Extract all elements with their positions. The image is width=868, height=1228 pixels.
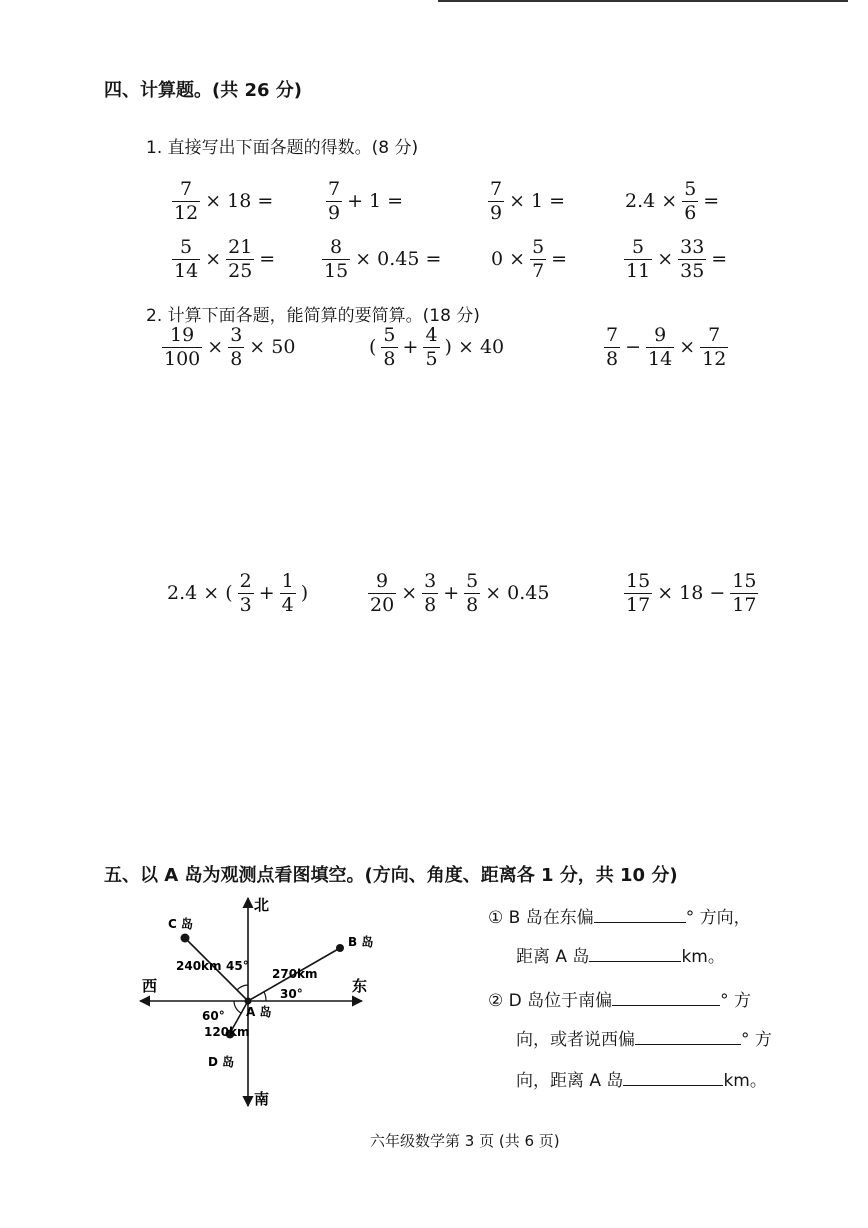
arc-45 xyxy=(237,985,248,990)
label-island-b: B 岛 xyxy=(348,935,374,949)
island-b-dot xyxy=(336,944,344,952)
blank-q1-distance[interactable] xyxy=(589,945,681,962)
calc-1f: $\frac{8}{15}$ × 0.45 = xyxy=(324,236,442,282)
calc-1h: $\frac{5}{11}$ × $\frac{33}{35}$ = xyxy=(626,236,728,282)
label-angle-b: 30° xyxy=(280,987,303,1001)
direction-map xyxy=(130,888,390,1120)
q2-line1: ② D 岛位于南偏 ° 方 xyxy=(488,991,752,1011)
label-island-d: D 岛 xyxy=(208,1055,235,1069)
arc-60 xyxy=(234,1001,241,1013)
part1-title: 1. 直接写出下面各题的得数。(8 分) xyxy=(146,138,419,158)
q1-line1: ① B 岛在东偏 ° 方向， xyxy=(488,908,751,928)
blank-q2-angle-south[interactable] xyxy=(612,989,720,1006)
label-dist-d: 120km xyxy=(204,1025,250,1039)
calc-2d: 2.4 × ( $\frac{2}{3}$ + $\frac{1}{4}$ ) xyxy=(167,570,309,616)
blank-q1-angle[interactable] xyxy=(594,906,686,923)
calc-1b: $\frac{7}{9}$ + 1 = xyxy=(328,178,404,224)
label-south: 南 xyxy=(254,1090,270,1108)
calc-2a: $\frac{19}{100}$ × $\frac{3}{8}$ × 50 xyxy=(164,324,296,370)
label-dist-b: 270km xyxy=(272,967,318,981)
label-north: 北 xyxy=(254,896,270,914)
calc-1g: 0 × $\frac{5}{7}$ = xyxy=(491,236,568,282)
label-dist-c: 240km xyxy=(176,959,222,973)
label-angle-c: 45° xyxy=(226,959,249,973)
island-a-dot xyxy=(245,998,252,1005)
label-angle-d: 60° xyxy=(202,1009,225,1023)
part2-title: 2. 计算下面各题，能简算的要简算。(18 分) xyxy=(146,306,480,326)
q1-line2: 距离 A 岛 km。 xyxy=(516,947,725,967)
section4-title: 四、计算题。(共 26 分) xyxy=(104,80,303,101)
label-island-c: C 岛 xyxy=(168,917,193,931)
calc-2b: ( $\frac{5}{8}$ + $\frac{4}{5}$ ) × 40 xyxy=(369,324,505,370)
label-west: 西 xyxy=(142,977,158,995)
label-island-a: A 岛 xyxy=(246,1005,272,1019)
calc-1d: 2.4 × $\frac{5}{6}$ = xyxy=(625,178,720,224)
arc-30 xyxy=(264,992,266,1001)
page-footer: 六年级数学第 3 页 (共 6 页) xyxy=(370,1132,560,1150)
calc-1a: $\frac{7}{12}$ × 18 = xyxy=(174,178,274,224)
q2-line2: 向，或者说西偏 ° 方 xyxy=(516,1030,772,1050)
calc-1c: $\frac{7}{9}$ × 1 = xyxy=(490,178,566,224)
calc-2f: $\frac{15}{17}$ × 18 − $\frac{15}{17}$ xyxy=(626,570,757,616)
q2-line3: 向，距离 A 岛 km。 xyxy=(516,1071,767,1091)
label-east: 东 xyxy=(352,977,368,995)
blank-q2-distance[interactable] xyxy=(623,1069,723,1086)
calc-2e: $\frac{9}{20}$ × $\frac{3}{8}$ + $\frac{5}{8}$ × 0.45 xyxy=(370,570,550,616)
blank-q2-angle-west[interactable] xyxy=(635,1028,741,1045)
calc-2c: $\frac{7}{8}$ − $\frac{9}{14}$ × $\frac{7}{12}$ xyxy=(606,324,727,370)
island-c-dot xyxy=(181,934,190,943)
section5-title: 五、以 A 岛为观测点看图填空。(方向、角度、距离各 1 分，共 10 分) xyxy=(104,865,678,886)
top-border-line xyxy=(438,0,848,2)
calc-1e: $\frac{5}{14}$ × $\frac{21}{25}$ = xyxy=(174,236,276,282)
